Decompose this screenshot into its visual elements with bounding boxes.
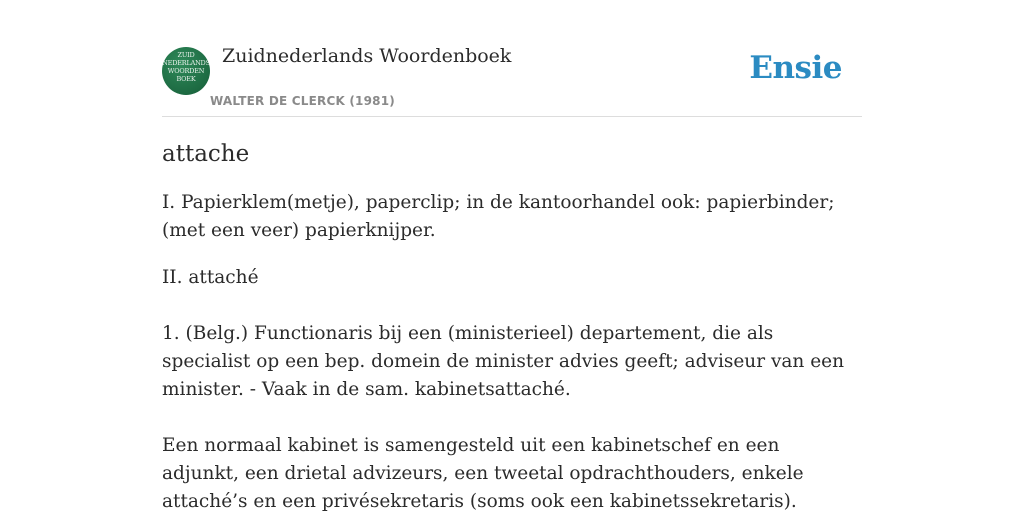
logo-lettering xyxy=(162,51,210,83)
entry-content xyxy=(162,138,862,512)
entry-headword: attache xyxy=(162,141,250,167)
sense-2-definition: 1. (Belg.) Functionaris bij een (ministerieel) departement, die als specialist op een bep. domein de minister advies geeft; adviseur van een minister. - Vaak in de sam. kabinetsattaché. xyxy=(162,323,845,400)
logo-line: NEDERLANDS xyxy=(162,59,210,67)
logo-line: WOORDEN xyxy=(167,67,205,75)
dictionary-title[interactable]: Zuidnederlands Woordenboek xyxy=(222,45,512,67)
dictionary-author: WALTER DE CLERCK (1981) xyxy=(210,94,395,108)
sense-2-example: Een normaal kabinet is samengesteld uit een kabinetschef en een adjunkt, een drietal advizeurs, een tweetal opdrachthouders, enkele attaché’s en een privésekretaris (soms ook een kabinetssekretaris). xyxy=(162,435,804,512)
sense-2-heading: II. attaché xyxy=(162,267,259,288)
logo-line: ZUID xyxy=(177,51,195,59)
sense-1-text: I. Papierklem(metje), paperclip; in de kantoorhandel ook: papierbinder; (met een veer) papierknijper. xyxy=(162,192,835,241)
logo-line: BOEK xyxy=(176,75,196,83)
page-header xyxy=(162,0,862,117)
brand-logo-link[interactable]: Ensie xyxy=(749,50,842,86)
dictionary-logo[interactable] xyxy=(162,47,210,95)
